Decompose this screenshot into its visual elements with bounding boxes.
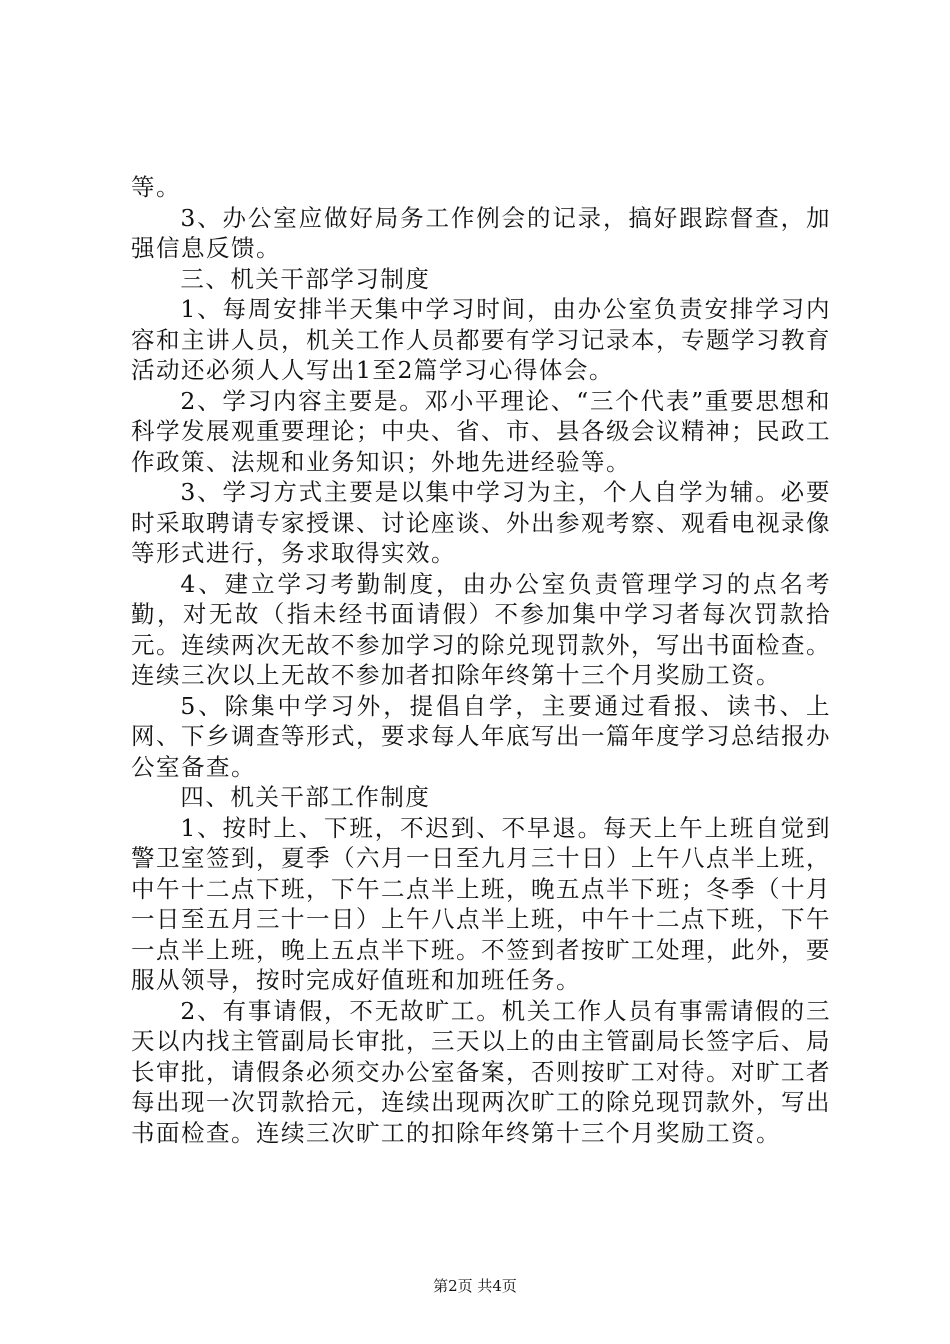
page-number-footer: 第2页 共4页 [433, 1277, 517, 1295]
paragraph-study-item-2: 2、学习内容主要是。邓小平理论、“三个代表”重要思想和科学发展观重要理论；中央、省、市、县各级会议精神；民政工作政策、法规和业务知识；外地先进经验等。 [131, 386, 831, 476]
paragraph-continuation: 等。 [131, 173, 181, 201]
section-heading-work-system: 四、机关干部工作制度 [180, 783, 431, 811]
document-body [131, 172, 831, 1148]
paragraph-study-item-3: 3、学习方式主要是以集中学习为主，个人自学为辅。必要时采取聘请专家授课、讨论座谈、外出参观考察、观看电视录像等形式进行，务求取得实效。 [131, 478, 831, 567]
paragraph-study-item-4: 4、建立学习考勤制度，由办公室负责管理学习的点名考勤，对无故（指未经书面请假）不参加集中学习者每次罚款拾元。连续两次无故不参加学习的除兑现罚款外，写出书面检查。连续三次以上无故不参加者扣除年终第十三个月奖励工资。 [131, 569, 831, 689]
paragraph-item-3-meeting-records: 3、办公室应做好局务工作例会的记录，搞好跟踪督查，加强信息反馈。 [131, 203, 831, 262]
paragraph-study-item-5: 5、除集中学习外，提倡自学，主要通过看报、读书、上网、下乡调查等形式，要求每人年底写出一篇年度学习总结报办公室备查。 [131, 691, 831, 781]
paragraph-work-item-1: 1、按时上、下班，不迟到、不早退。每天上午上班自觉到警卫室签到，夏季（六月一日至九月三十日）上午八点半上班，中午十二点下班，下午二点半上班，晚五点半下班；冬季（十月一日至五月三十一日）上午八点半上班，中午十二点下班，下午一点半上班，晚上五点半下班。不签到者按旷工处理，此外，要服从领导，按时完成好值班和加班任务。 [131, 813, 831, 994]
paragraph-study-item-1: 1、每周安排半天集中学习时间，由办公室负责安排学习内容和主讲人员，机关工作人员都要有学习记录本，专题学习教育活动还必须人人写出1至2篇学习心得体会。 [131, 295, 831, 384]
paragraph-work-item-2: 2、有事请假，不无故旷工。机关工作人员有事需请假的三天以内找主管副局长审批，三天以上的由主管副局长签字后、局长审批，请假条必须交办公室备案，否则按旷工对待。对旷工者每出现一次罚款拾元，连续出现两次旷工的除兑现罚款外，写出书面检查。连续三次旷工的扣除年终第十三个月奖励工资。 [131, 996, 831, 1147]
section-heading-study-system: 三、机关干部学习制度 [180, 264, 431, 293]
